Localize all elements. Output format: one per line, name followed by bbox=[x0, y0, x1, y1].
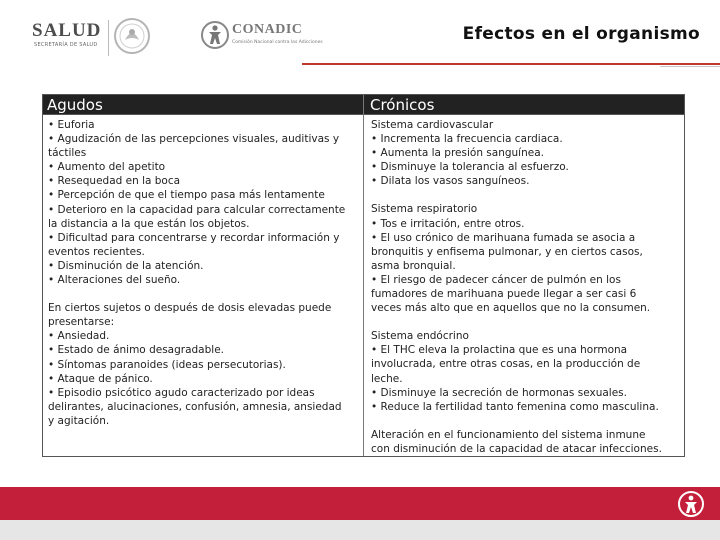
text-line: • Resequedad en la boca bbox=[48, 175, 181, 188]
text-line: • Síntomas paranoides (ideas persecutorias). bbox=[48, 358, 286, 371]
conadic-logo-text: CONADIC bbox=[232, 22, 303, 37]
salud-logo bbox=[32, 20, 108, 50]
text-line: • Ataque de pánico. bbox=[48, 372, 153, 385]
respiratorio-list bbox=[371, 202, 679, 315]
cronicos-heading: Crónicos bbox=[364, 95, 684, 115]
text-line: asma bronquial. bbox=[371, 259, 456, 272]
cardiovascular-list bbox=[371, 118, 679, 188]
national-seal-icon bbox=[112, 16, 152, 56]
text-line: • Alteraciones del sueño. bbox=[48, 274, 181, 287]
text-line: • El uso crónico de marihuana fumada se asocia a bbox=[371, 231, 636, 244]
cronicos-cell bbox=[364, 115, 684, 456]
text-line: En ciertos sujetos o después de dosis elevadas puede bbox=[48, 302, 332, 315]
agudos-column bbox=[43, 95, 364, 456]
endocrino-list bbox=[371, 329, 679, 414]
text-line: • El riesgo de padecer cáncer de pulmón en los bbox=[371, 273, 621, 286]
text-line: Alteración en el funcionamiento del sistema inmune bbox=[371, 428, 646, 441]
footer-bar bbox=[0, 487, 720, 520]
text-line: • Euforia bbox=[48, 119, 95, 131]
logo-divider bbox=[108, 20, 109, 56]
text-line: la distancia a la que están los objetos. bbox=[48, 217, 250, 230]
text-line: • Disminuye la secreción de hormonas sexuales. bbox=[371, 386, 627, 399]
page-title: Efectos en el organismo bbox=[462, 24, 700, 44]
text-line: • Percepción de que el tiempo pasa más lentamente bbox=[48, 189, 325, 202]
title-underline-gray bbox=[660, 66, 720, 67]
text-line: fumadores de marihuana puede llegar a ser casi 6 bbox=[371, 288, 637, 301]
title-underline bbox=[302, 63, 720, 65]
footer-conadic-icon bbox=[674, 490, 708, 518]
text-line: • Deterioro en la capacidad para calcular correctamente bbox=[48, 203, 346, 216]
salud-logo-text: SALUD bbox=[32, 20, 102, 41]
text-line: veces más alto que en aquellos que no la consumen. bbox=[371, 302, 651, 315]
text-line: • Disminución de la atención. bbox=[48, 259, 204, 272]
text-line: • Dificultad para concentrarse y recordar información y bbox=[48, 231, 340, 244]
agudos-high-dose-list bbox=[48, 301, 358, 428]
text-line: • Aumento del apetito bbox=[48, 161, 166, 174]
text-line: • Episodio psicótico agudo caracterizado por ideas bbox=[48, 386, 315, 399]
text-line: eventos recientes. bbox=[48, 245, 145, 258]
text-line: leche. bbox=[371, 372, 403, 385]
agudos-cell bbox=[43, 115, 363, 428]
text-line: Sistema cardiovascular bbox=[371, 119, 494, 131]
text-line: delirantes, alucinaciones, confusión, amnesia, ansiedad bbox=[48, 400, 342, 413]
text-line: con disminución de la capacidad de atacar infecciones. bbox=[371, 442, 662, 455]
agudos-effects-list bbox=[48, 118, 358, 287]
text-line: • Tos e irritación, entre otros. bbox=[371, 217, 525, 230]
text-line: • Reduce la fertilidad tanto femenina como masculina. bbox=[371, 400, 659, 413]
conadic-figure-icon bbox=[200, 20, 230, 50]
footer-strip bbox=[0, 520, 720, 540]
agudos-heading: Agudos bbox=[43, 95, 363, 115]
text-line: • El THC eleva la prolactina que es una hormona bbox=[371, 344, 628, 357]
text-line: presentarse: bbox=[48, 316, 115, 329]
text-line: bronquitis y enfisema pulmonar, y en ciertos casos, bbox=[371, 245, 643, 258]
text-line: • Ansiedad. bbox=[48, 330, 110, 343]
text-line: táctiles bbox=[48, 147, 87, 160]
slide-header bbox=[0, 0, 720, 75]
text-line: y agitación. bbox=[48, 414, 110, 427]
effects-table bbox=[42, 94, 685, 457]
conadic-logo bbox=[200, 20, 323, 54]
text-line: Sistema endócrino bbox=[371, 330, 469, 343]
text-line: Sistema respiratorio bbox=[371, 203, 478, 216]
cronicos-column bbox=[364, 95, 684, 456]
text-line: • Aumenta la presión sanguínea. bbox=[371, 147, 544, 160]
conadic-logo-subtitle: Comisión Nacional contra las Adicciones bbox=[232, 40, 323, 45]
inmune-list bbox=[371, 428, 679, 456]
text-line: • Estado de ánimo desagradable. bbox=[48, 344, 224, 357]
text-line: involucrada, entre otras cosas, en la producción de bbox=[371, 358, 641, 371]
text-line: • Dilata los vasos sanguíneos. bbox=[371, 175, 530, 188]
salud-logo-subtitle: SECRETARÍA DE SALUD bbox=[34, 42, 98, 48]
text-line: • Disminuye la tolerancia al esfuerzo. bbox=[371, 161, 569, 174]
text-line: • Agudización de las percepciones visuales, auditivas y bbox=[48, 133, 340, 146]
text-line: • Incrementa la frecuencia cardiaca. bbox=[371, 133, 563, 146]
